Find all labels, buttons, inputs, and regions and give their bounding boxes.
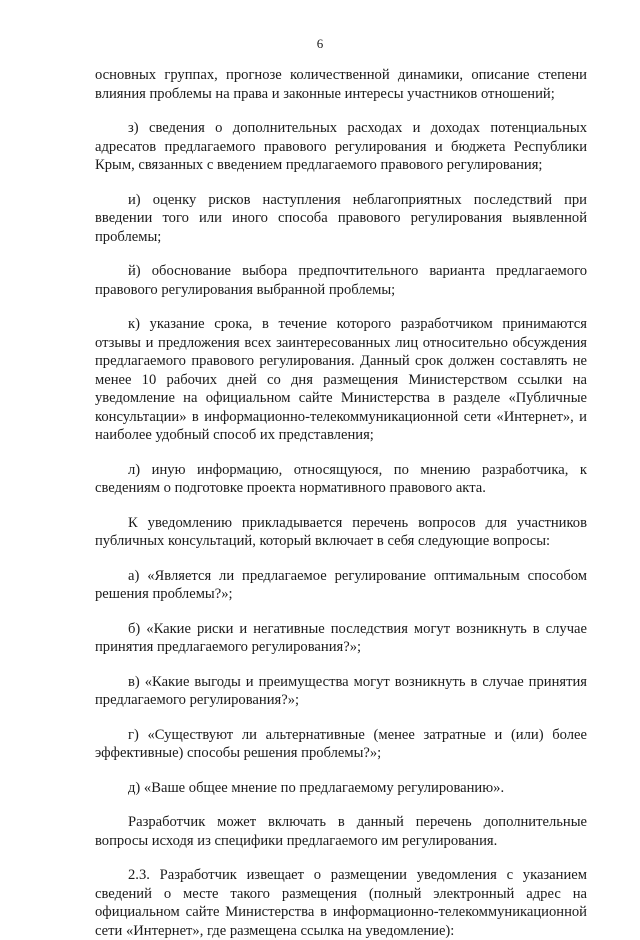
paragraph-question-v: в) «Какие выгоды и преимущества могут возникнуть в случае принятия предлагаемого регулирования?»; <box>95 673 587 708</box>
paragraph-item-l: л) иную информацию, относящуюся, по мнению разработчика, к сведениям о подготовке проекта нормативного правового акта. <box>95 461 587 496</box>
paragraph-item-i-short: й) обоснование выбора предпочтительного варианта предлагаемого правового регулирования выбранной проблемы; <box>95 263 587 298</box>
paragraph-question-b: б) «Какие риски и негативные последствия могут возникнуть в случае принятия предлагаемого регулирования?»; <box>95 620 587 655</box>
paragraph-question-a: а) «Является ли предлагаемое регулирование оптимальным способом решения проблемы?»; <box>95 567 587 602</box>
paragraph-section-2-3: 2.3. Разработчик извещает о размещении уведомления с указанием сведений о месте такого размещения (полный электронный адрес на официальном сайте Министерства в информационно-телекоммуникационной сети «Интернет», где размещена ссылка на уведомление): <box>95 867 587 939</box>
paragraph-continuation: основных группах, прогнозе количественной динамики, описание степени влияния проблемы на права и законные интересы участников отношений; <box>95 67 587 102</box>
paragraph-question-g: г) «Существуют ли альтернативные (менее затратные и (или) более эффективные) способы решения проблемы?»; <box>95 726 587 761</box>
paragraph-question-d: д) «Ваше общее мнение по предлагаемому регулированию». <box>128 779 505 796</box>
document-body <box>95 66 587 940</box>
page-number: 6 <box>316 36 324 51</box>
paragraph-additional-questions: Разработчик может включать в данный перечень дополнительные вопросы исходя из специфики предлагаемого им регулирования. <box>95 814 587 849</box>
paragraph-item-i: и) оценку рисков наступления неблагоприятных последствий при введении того или иного способа правового регулирования выявленной проблемы; <box>95 191 587 245</box>
paragraph-questions-intro: К уведомлению прикладывается перечень вопросов для участников публичных консультаций, который включает в себя следующие вопросы: <box>95 514 587 549</box>
paragraph-item-k: к) указание срока, в течение которого разработчиком принимаются отзывы и предложения всех заинтересованных лиц относительно обсуждения предлагаемого правового регулирования. Данный срок должен составлять не менее 10 рабочих дней со дня размещения Министерством ссылки на уведомление на официальном сайте Министерства в разделе «Публичные консультации» в информационно-телекоммуникационной сети «Интернет», и наиболее удобный способ их представления; <box>95 316 587 443</box>
paragraph-item-z: з) сведения о дополнительных расходах и доходах потенциальных адресатов предлагаемого правового регулирования и бюджета Республики Крым, связанных с введением предлагаемого правового регулирования; <box>95 120 587 173</box>
